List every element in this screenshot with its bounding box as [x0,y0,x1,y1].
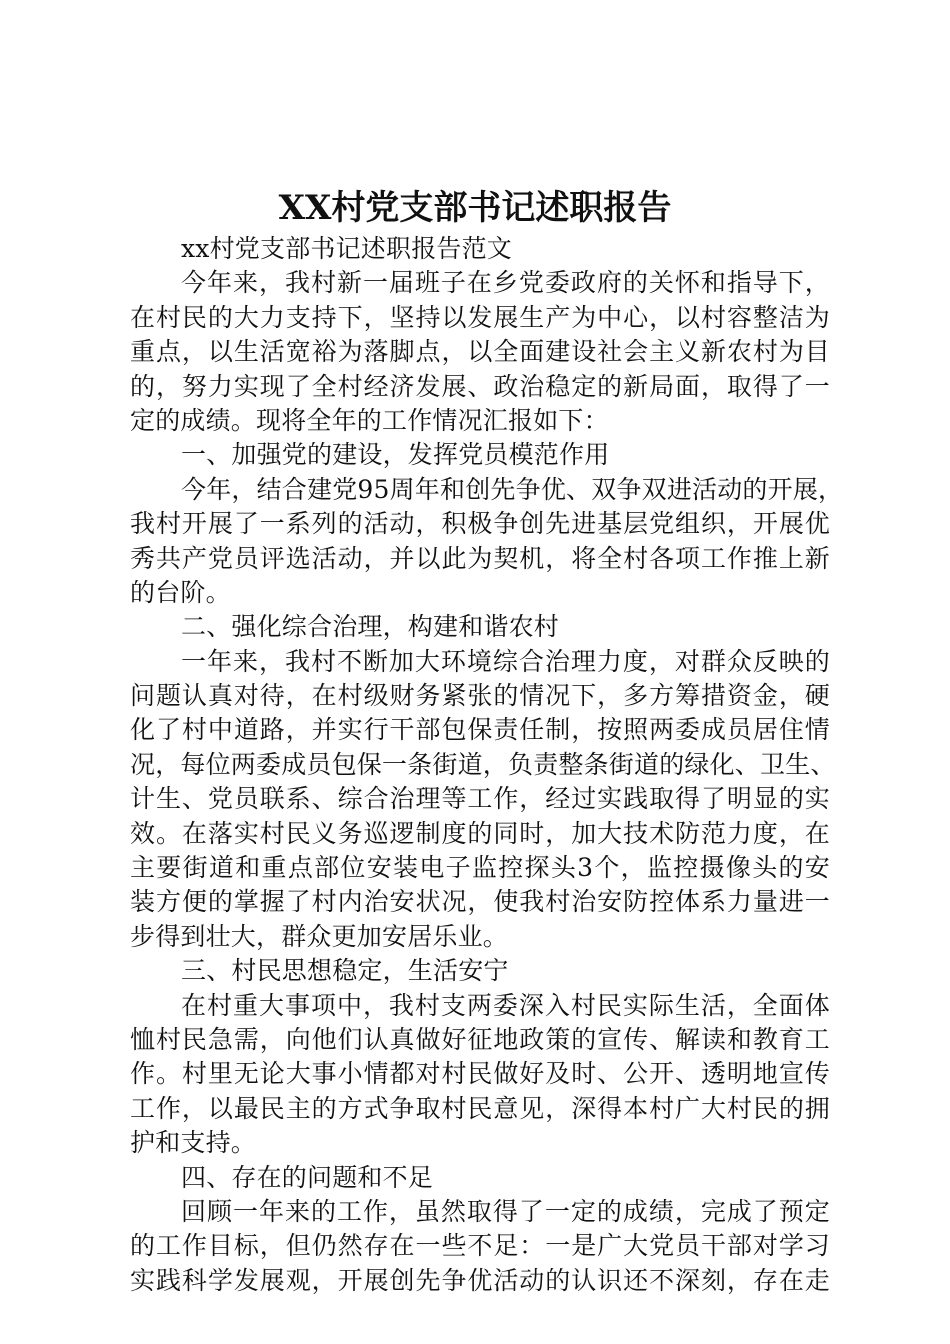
body-line: 一年来，我村不断加大环境综合治理力度，对群众反映的 [181,646,830,676]
body-line: 计生、党员联系、综合治理等工作，经过实践取得了明显的实 [130,784,830,814]
body-line: 三、村民思想稳定，生活安宁 [181,956,509,986]
body-line: 四、存在的问题和不足 [181,1162,434,1192]
body-line: 主要街道和重点部位安装电子监控探头3个，监控摄像头的安 [130,853,830,883]
body-line: 效。在落实村民义务巡逻制度的同时，加大技术防范力度，在 [130,818,830,848]
body-line: 重点，以生活宽裕为落脚点，以全面建设社会主义新农村为目 [130,337,830,367]
body-line: 今年来，我村新一届班子在乡党委政府的关怀和指导下， [181,268,830,298]
body-line: 在村民的大力支持下，坚持以发展生产为中心，以村容整洁为 [130,302,830,332]
body-line: 问题认真对待，在村级财务紧张的情况下，多方筹措资金，硬 [130,681,830,711]
body-line: 今年，结合建党95周年和创先争优、双争双进活动的开展， [181,474,844,504]
body-line: 我村开展了一系列的活动，积极争创先进基层党组织，开展优 [130,509,830,539]
body-line: 步得到壮大，群众更加安居乐业。 [130,921,509,951]
body-line: 一、加强党的建设，发挥党员模范作用 [181,440,610,470]
body-line: xx村党支部书记述职报告范文 [181,234,512,263]
body-line: 二、强化综合治理，构建和谐农村 [181,612,560,642]
document-body [130,232,844,1298]
body-line: 实践科学发展观，开展创先争优活动的认识还不深刻，存在走 [130,1265,830,1295]
body-line: 作。村里无论大事小情都对村民做好及时、公开、透明地宣传 [130,1059,830,1089]
body-line: 化了村中道路，并实行干部包保责任制，按照两委成员居住情 [130,715,830,745]
body-line: 的，努力实现了全村经济发展、政治稳定的新局面，取得了一 [130,371,830,401]
body-line: 况，每位两委成员包保一条街道，负责整条街道的绿化、卫生、 [130,749,836,779]
body-line: 在村重大事项中，我村支两委深入村民实际生活，全面体 [181,990,830,1020]
body-line: 的工作目标，但仍然存在一些不足：一是广大党员干部对学习 [130,1231,830,1261]
document-title: XX村党支部书记述职报告 [278,188,672,228]
body-line: 装方便的掌握了村内治安状况，使我村治安防控体系力量进一 [130,887,830,917]
body-line: 定的成绩。现将全年的工作情况汇报如下： [130,405,609,435]
body-line: 的台阶。 [130,577,231,607]
body-line: 恤村民急需，向他们认真做好征地政策的宣传、解读和教育工 [130,1024,830,1054]
body-line: 工作，以最民主的方式争取村民意见，深得本村广大村民的拥 [130,1093,830,1123]
body-line: 秀共产党员评选活动，并以此为契机，将全村各项工作推上新 [130,543,830,573]
body-line: 回顾一年来的工作，虽然取得了一定的成绩，完成了预定 [181,1196,830,1226]
body-line: 护和支持。 [130,1128,257,1158]
